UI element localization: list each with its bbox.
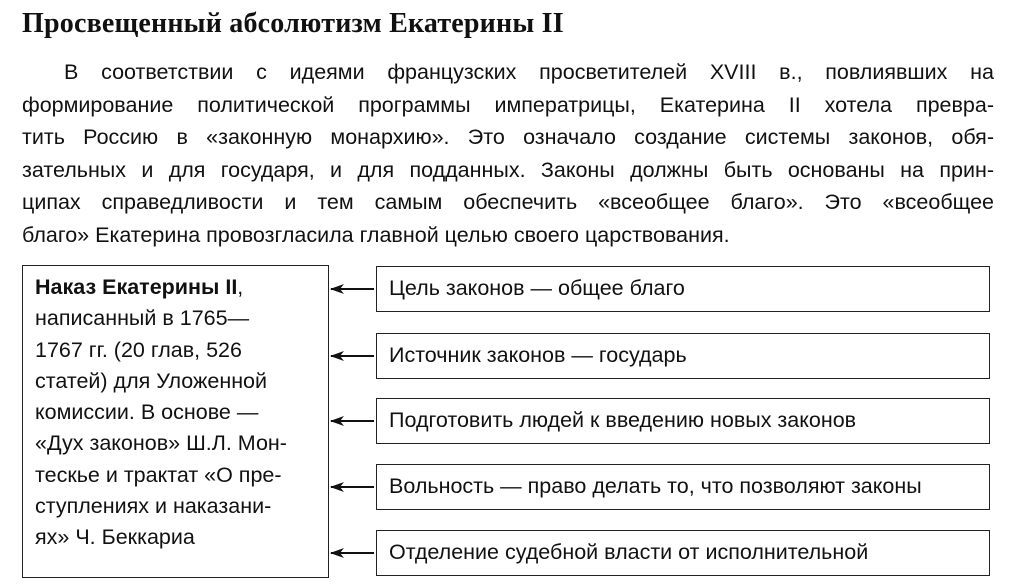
principle-box-law-source: Источник законов — государь — [376, 333, 990, 379]
paragraph-line: ципах справедливости и тем самым обеспечить «всеобщее благо». Это «всеобщее — [22, 190, 994, 215]
nakaz-line: написанный в 1765— — [35, 306, 250, 331]
principle-box-separation: Отделение судебной власти от исполнительной — [376, 530, 990, 576]
paragraph-line: В соответствии с идеями французских просветителей XVIII в., повлиявших на — [64, 60, 994, 84]
nakaz-line: 1767 гг. (20 глав, 526 — [35, 337, 242, 362]
nakaz-line: ступлениях и наказани- — [35, 494, 272, 519]
principle-box-prepare-people: Подготовить людей к введению новых законов — [376, 398, 990, 444]
nakaz-title-comma: , — [237, 275, 244, 299]
nakaz-line: «Дух законов» Ш.Л. Мон- — [35, 431, 287, 456]
principle-box-law-goal: Цель законов — общее благо — [376, 266, 990, 312]
nakaz-line: статей) для Уложенной — [35, 368, 268, 393]
paragraph-line: тить Россию в «законную монархию». Это означало создание системы законов, обя- — [22, 125, 994, 150]
page-title: Просвещенный абсолютизм Екатерины II — [22, 8, 564, 39]
nakaz-line: комиссии. В основе — — [35, 400, 259, 425]
paragraph-line: зательных и для государя, и для подданных. Законы должны быть основаны на прин- — [22, 157, 994, 182]
principle-box-freedom: Вольность — право делать то, что позволяют законы — [376, 464, 990, 510]
nakaz-title: Наказ Екатерины II — [35, 275, 238, 299]
nakaz-line: ях» Ч. Беккариа — [35, 525, 195, 550]
nakaz-line: тескье и трактат «О пре- — [35, 462, 282, 487]
paragraph-line: благо» Екатерина провозгласила главной целью своего царствования. — [22, 222, 730, 247]
paragraph-line: формирование политической программы императрицы, Екатерина II хотела превра- — [22, 92, 994, 117]
